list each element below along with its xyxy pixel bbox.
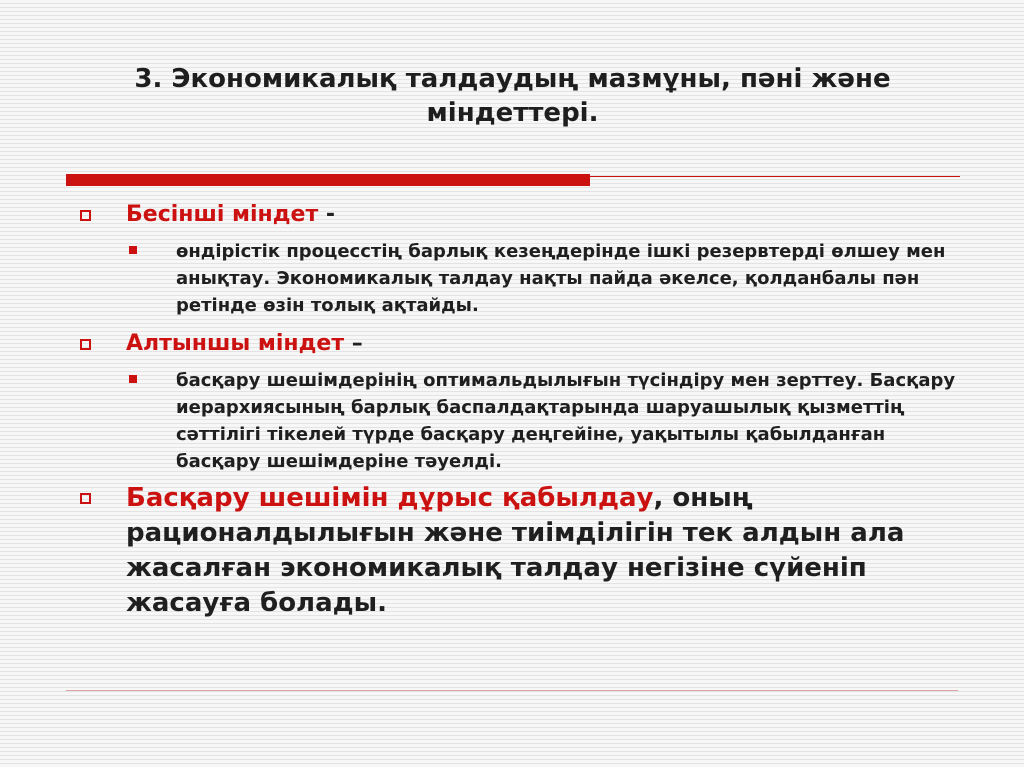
slide-title: 3. Экономикалық талдаудың мазмұны, пәні және міндеттері. xyxy=(134,64,891,128)
sub-bullet-text: басқару шешімдерінің оптимальдылығын түсіндіру мен зерттеу. Басқару иерархиясының барлық баспалдақтарында шаруашылық қызметтің сәттілігі тікелей түрде басқару деңгейіне, уақытылы қабылданған басқару шешімдеріне тәуелді. xyxy=(176,370,956,472)
conclusion-rest-text: , оның рационалдылығын және тиімділігін тек алдын ала жасалған экономикалық талдау негізіне сүйеніп жасауға болады. xyxy=(126,483,905,618)
conclusion-red-text: Басқару шешімін дұрыс қабылдау xyxy=(126,483,654,513)
conclusion-text xyxy=(126,481,958,621)
sub-bullet-text: өндірістік процесстің барлық кезеңдерінде ішкі резервтерді өлшеу мен анықтау. Экономикалық талдау нақты пайда әкелсе, қолданбалы пән ретінде өзін толық ақтайды. xyxy=(176,241,946,316)
hollow-square-icon xyxy=(80,493,91,504)
bullet-heading xyxy=(126,329,958,359)
bullet-item-conclusion xyxy=(66,481,958,621)
hollow-square-icon xyxy=(80,210,91,221)
heading-red-text: Бесінші міндет xyxy=(126,202,319,227)
heading-suffix: - xyxy=(318,202,335,227)
heading-suffix: – xyxy=(344,331,363,356)
filled-square-icon xyxy=(129,246,137,254)
title-divider-thin xyxy=(590,176,960,177)
bullet-item-fifth-task xyxy=(66,200,958,319)
heading-red-text: Алтыншы міндет xyxy=(126,331,345,356)
filled-square-icon xyxy=(129,375,137,383)
bullet-heading xyxy=(126,200,958,230)
bottom-divider xyxy=(66,690,958,691)
bullet-item-sixth-task xyxy=(66,329,958,475)
hollow-square-icon xyxy=(80,339,91,350)
sub-bullet xyxy=(126,238,958,319)
sub-bullet xyxy=(126,367,958,475)
slide-content xyxy=(66,200,958,621)
title-divider-thick xyxy=(66,174,590,186)
